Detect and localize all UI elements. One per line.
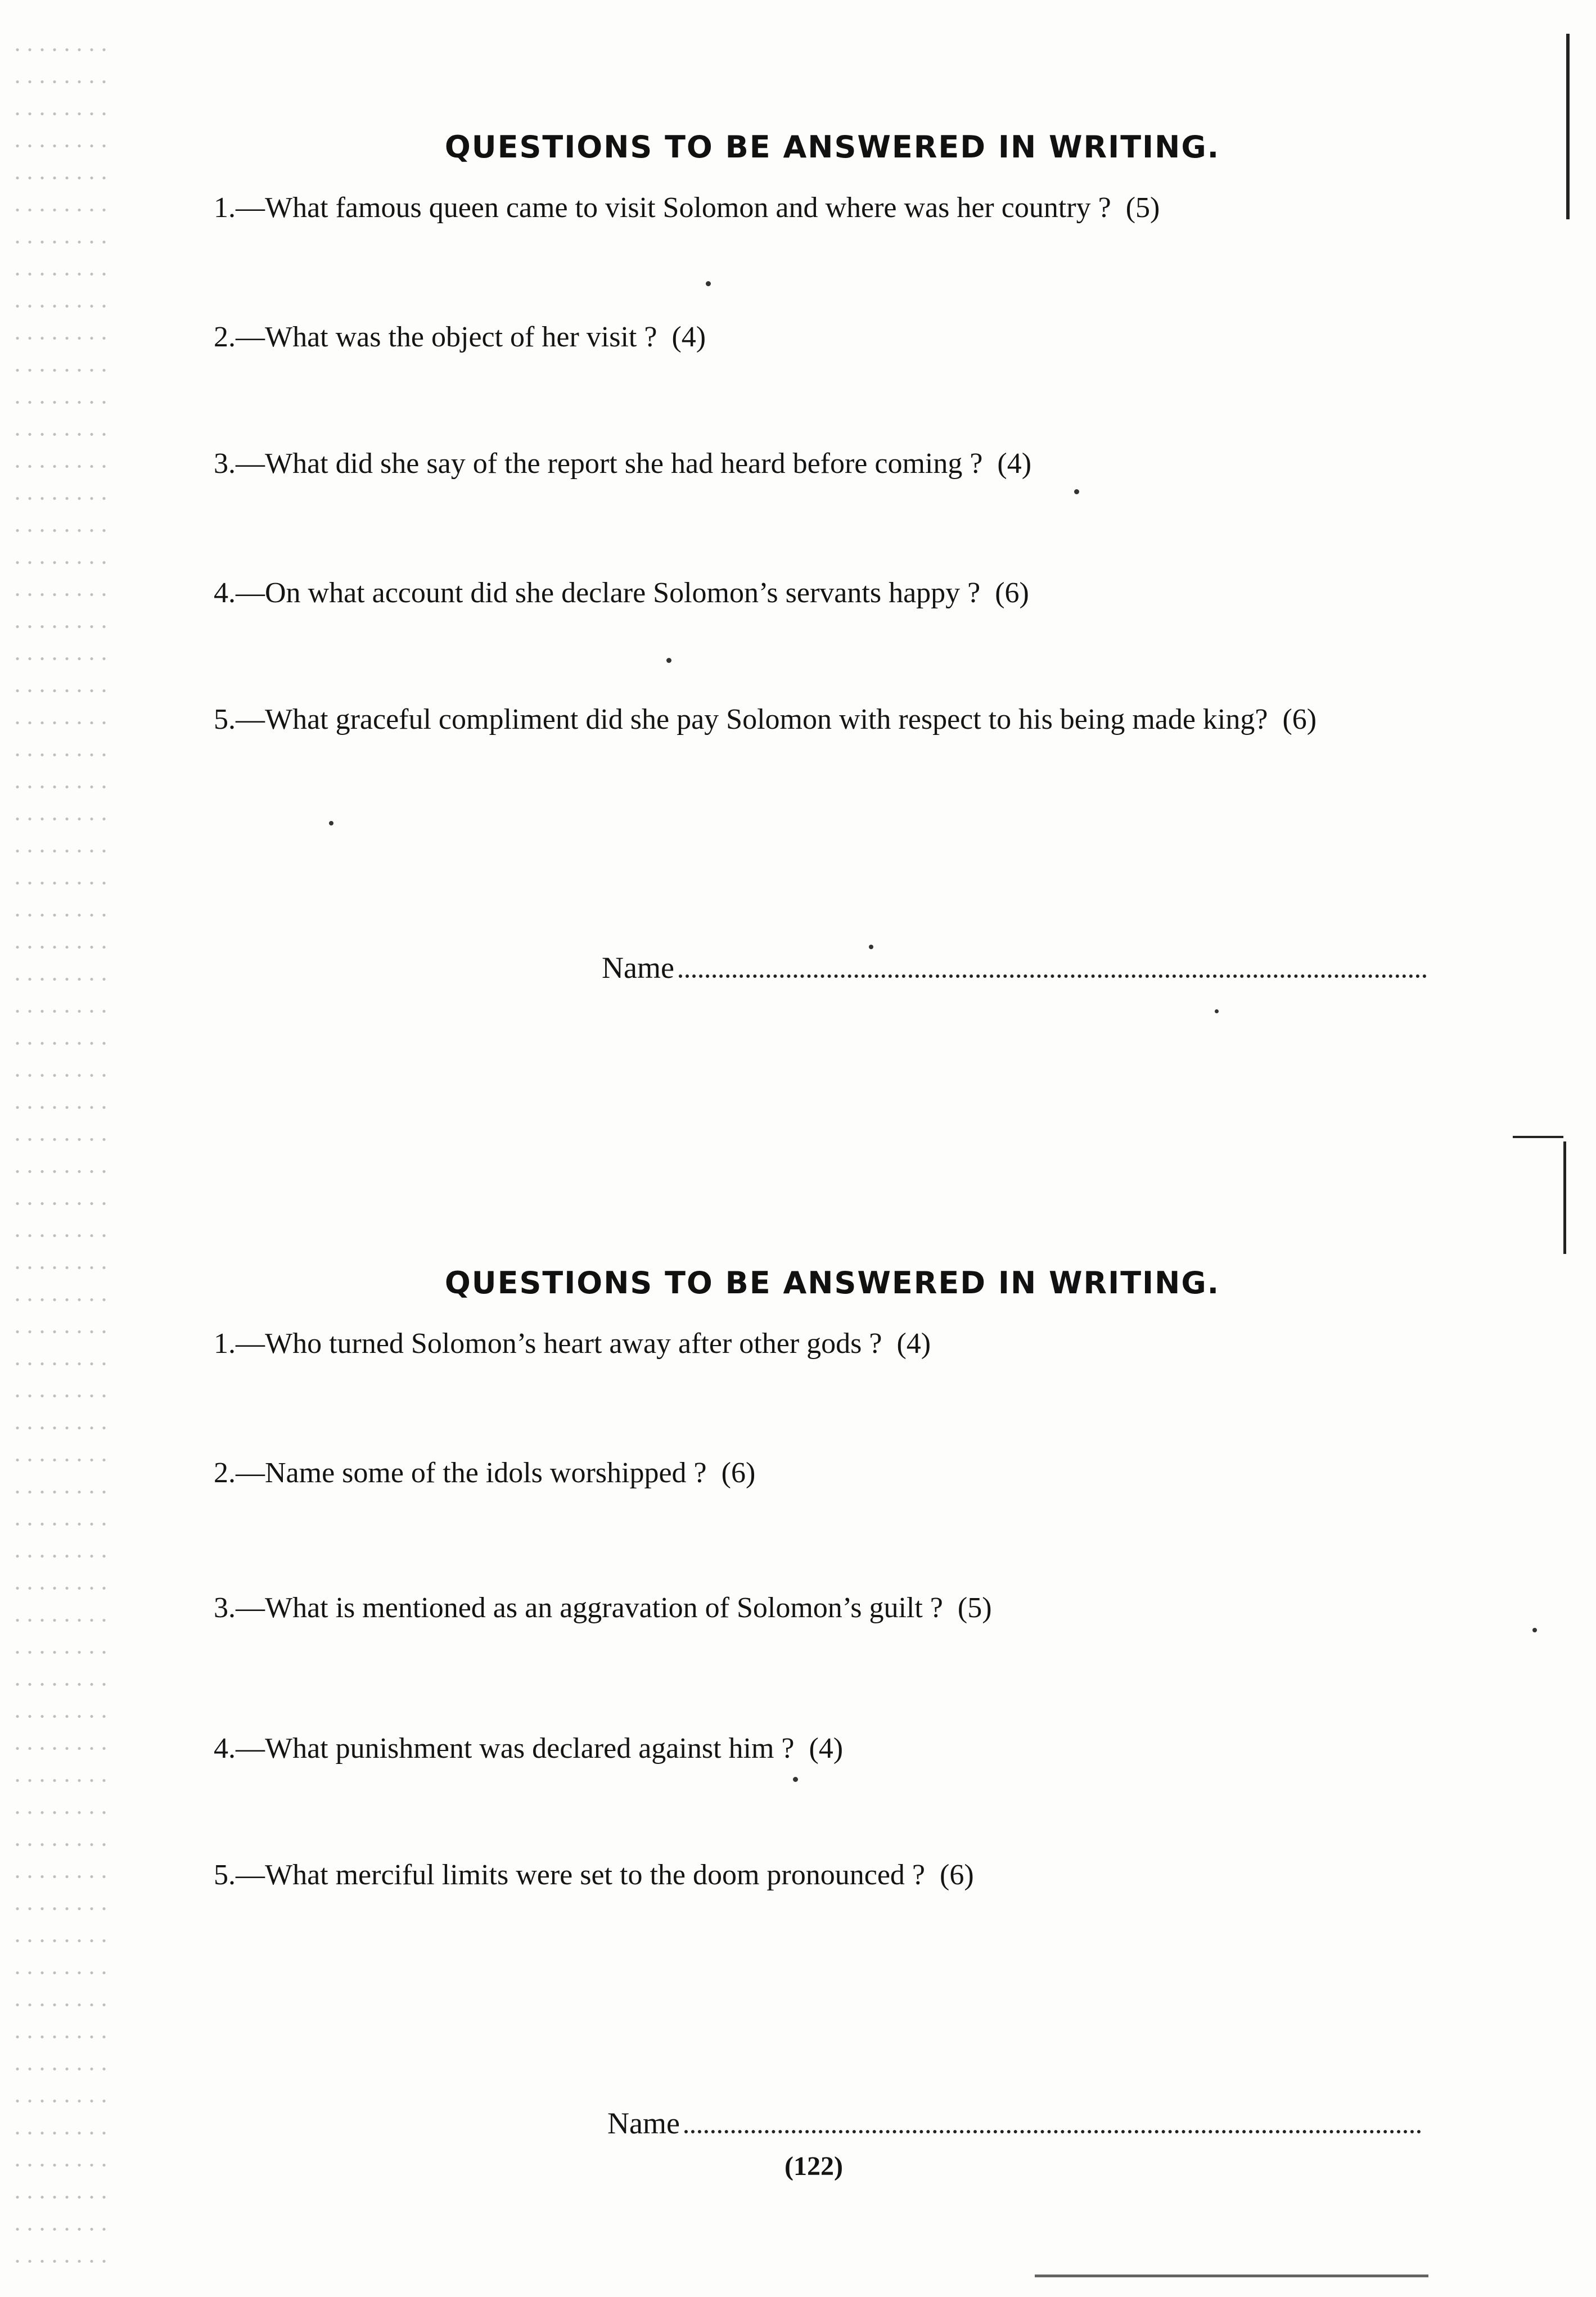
question-marks: (6) [995,577,1029,609]
question-text: What graceful compliment did she pay Solomon with respect to his being made king? [265,703,1268,735]
question-5 [214,1858,974,1892]
scan-speck [793,1777,798,1782]
question-3 [214,1591,992,1624]
scan-speck [666,658,671,663]
question-text: What punishment was declared against him ? [265,1732,795,1765]
name-label: Name [602,951,674,985]
question-2 [214,321,706,354]
question-section-1 [214,129,1451,735]
question-5 [214,703,1317,736]
question-section-2 [214,1265,1451,1891]
question-number: 5.— [214,703,265,735]
section-heading: QUESTIONS TO BE ANSWERED IN WRITING. [444,129,1220,165]
scan-speck [869,945,873,949]
question-3 [214,447,1031,480]
page-number: (122) [785,2151,843,2181]
question-number: 1.— [214,1328,265,1360]
question-1 [214,191,1160,224]
name-label: Name [607,2106,680,2140]
name-dotted-line [679,963,1427,978]
question-text: What is mentioned as an aggravation of Solomon’s guilt ? [265,1592,943,1624]
question-text: What famous queen came to visit Solomon and where was her country ? [265,192,1111,224]
question-1 [214,1327,931,1360]
question-marks: (4) [896,1328,931,1360]
question-number: 5.— [214,1859,265,1891]
question-number: 4.— [214,1732,265,1765]
question-text: What merciful limits were set to the doom pronounced ? [265,1859,925,1891]
question-4 [214,1732,843,1765]
question-4 [214,576,1029,610]
question-number: 2.— [214,1457,265,1489]
question-text: What did she say of the report she had heard before coming ? [265,448,983,480]
scan-edge-mark [1513,1136,1563,1138]
question-text: On what account did she declare Solomon’s servants happy ? [265,577,981,609]
question-number: 3.— [214,1592,265,1624]
section-heading: QUESTIONS TO BE ANSWERED IN WRITING. [444,1265,1220,1301]
question-text: Who turned Solomon’s heart away after other gods ? [265,1328,882,1360]
question-number: 1.— [214,192,265,224]
question-number: 4.— [214,577,265,609]
scan-edge-noise [11,34,112,2283]
scan-speck [1074,489,1079,494]
scan-speck [1215,1009,1219,1013]
question-text: What was the object of her visit ? [265,321,657,353]
scan-edge-mark [1563,1141,1566,1254]
question-marks: (4) [671,321,706,353]
name-dotted-line [684,2119,1421,2133]
question-marks: (4) [809,1732,844,1765]
question-number: 3.— [214,448,265,480]
scan-edge-mark [1566,34,1570,219]
question-marks: (5) [1125,192,1160,224]
name-field-1[interactable] [602,950,1427,985]
question-2 [214,1456,755,1490]
question-marks: (5) [957,1592,992,1624]
question-marks: (6) [1282,703,1317,735]
question-marks: (6) [940,1859,974,1891]
name-field-2[interactable] [607,2106,1421,2141]
scan-speck [1532,1628,1537,1632]
question-number: 2.— [214,321,265,353]
scan-speck [329,821,333,825]
question-marks: (4) [997,448,1032,480]
scan-speck [706,281,711,286]
scan-edge-mark [1035,2275,1428,2277]
question-text: Name some of the idols worshipped ? [265,1457,707,1489]
question-marks: (6) [721,1457,756,1489]
